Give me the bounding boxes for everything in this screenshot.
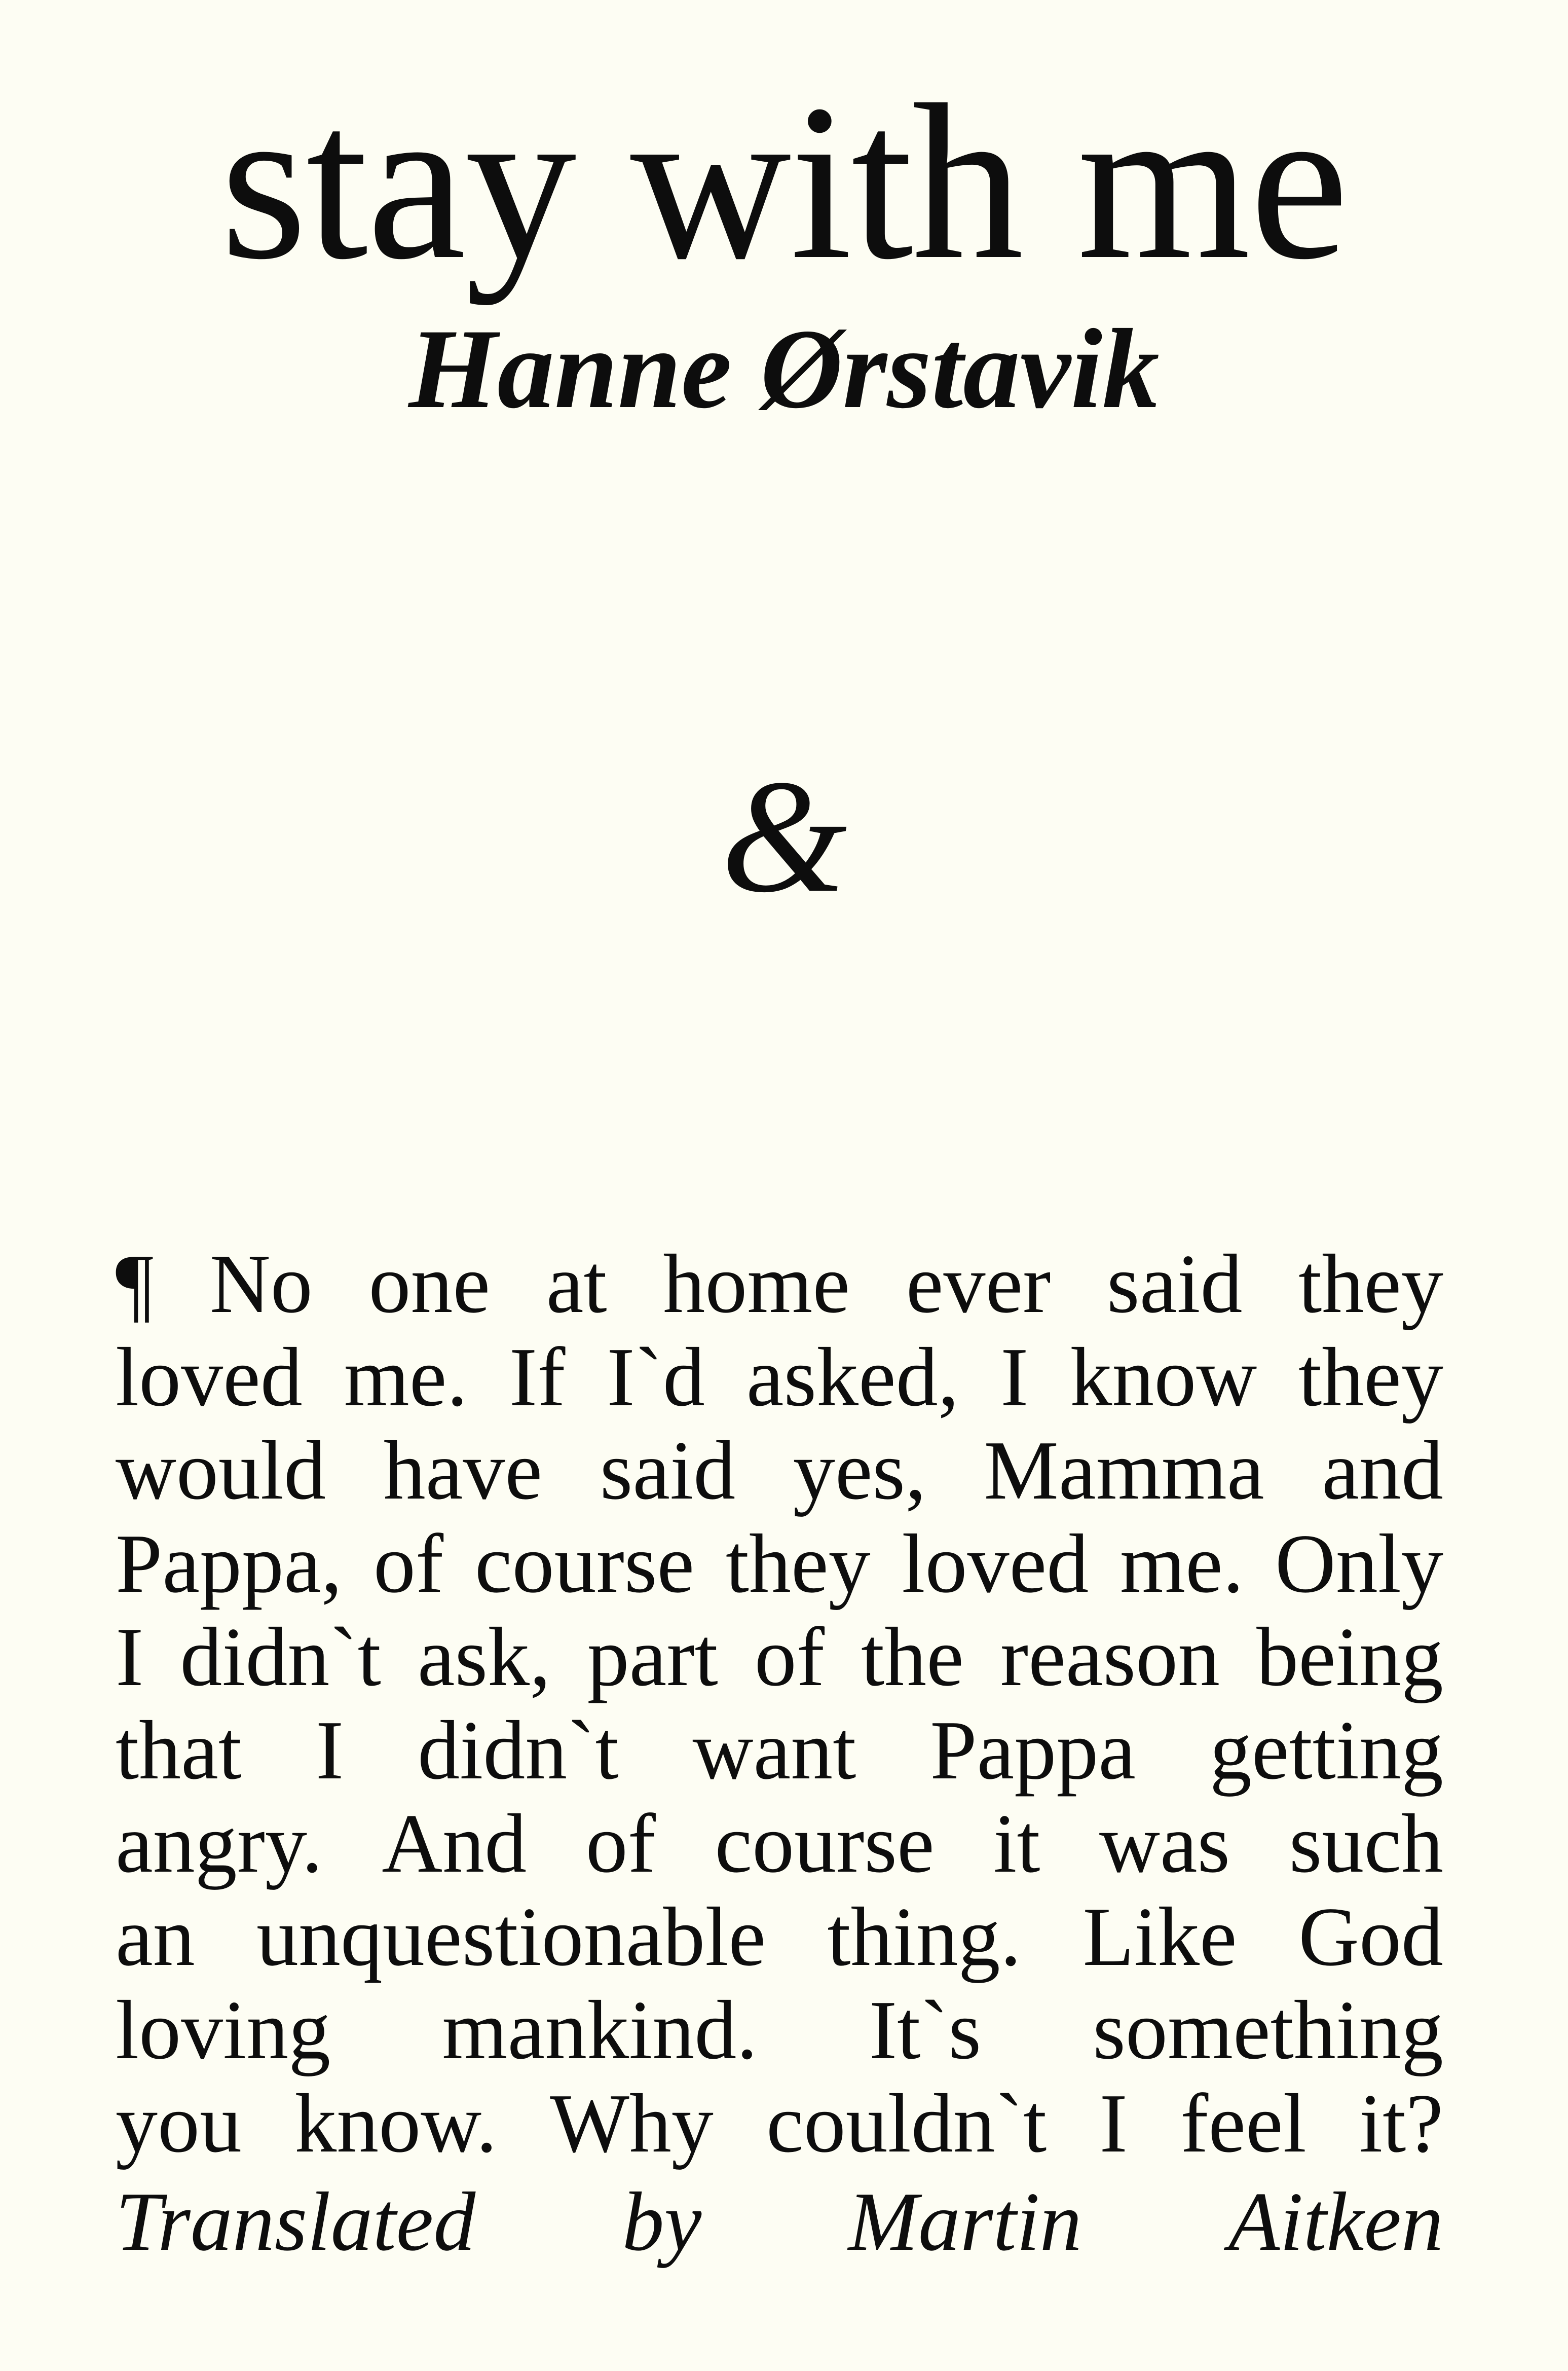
- excerpt-word: they: [1298, 1237, 1443, 1330]
- excerpt-word: I: [1099, 2076, 1128, 2170]
- excerpt-word: getting: [1209, 1703, 1443, 1797]
- excerpt-word: angry.: [116, 1797, 323, 1890]
- ampersand-logo: &: [721, 747, 847, 926]
- excerpt-word: they: [725, 1517, 871, 1610]
- excerpt-word: of: [373, 1517, 444, 1610]
- excerpt-word: course: [715, 1797, 935, 1890]
- excerpt-word: And: [382, 1797, 527, 1890]
- excerpt-word: me.: [1119, 1517, 1244, 1610]
- excerpt-word: the: [861, 1610, 964, 1703]
- excerpt-word: at: [546, 1237, 607, 1330]
- excerpt-word: that: [116, 1703, 242, 1797]
- excerpt-word: loved: [116, 1330, 303, 1424]
- excerpt-line: [116, 1703, 1443, 1797]
- excerpt-word: Why: [550, 2076, 714, 2170]
- excerpt-word: want: [692, 1703, 856, 1797]
- excerpt-word: said: [1107, 1237, 1243, 1330]
- excerpt-word: ¶: [116, 1237, 154, 1330]
- excerpt-word: ask,: [417, 1610, 551, 1703]
- excerpt-word: one: [368, 1237, 491, 1330]
- excerpt-word: couldn`t: [766, 2076, 1047, 2170]
- excerpt-word: Pappa,: [116, 1517, 343, 1610]
- translator-credit: [116, 2175, 1443, 2268]
- excerpt-word: No: [209, 1237, 313, 1330]
- excerpt-word: I: [116, 1610, 144, 1703]
- excerpt-word: something: [1093, 1983, 1443, 2076]
- author-name: Hanne Ørstavik: [408, 305, 1160, 432]
- excerpt-word: home: [663, 1237, 850, 1330]
- excerpt-word: yes,: [793, 1424, 926, 1517]
- excerpt-word: and: [1322, 1424, 1443, 1517]
- excerpt-word: Mamma: [984, 1424, 1264, 1517]
- excerpt-line: [116, 1797, 1443, 1890]
- excerpt-word: of: [585, 1797, 656, 1890]
- excerpt-word: didn`t: [180, 1610, 381, 1703]
- excerpt-word: you: [116, 2076, 242, 2170]
- excerpt-word: Only: [1275, 1517, 1443, 1610]
- excerpt-word: said: [600, 1424, 736, 1517]
- excerpt-word: feel: [1180, 2076, 1306, 2170]
- excerpt-line: [116, 1330, 1443, 1424]
- excerpt-word: unquestionable: [256, 1890, 766, 1983]
- excerpt-word: asked,: [746, 1330, 959, 1424]
- excerpt-word: know: [1070, 1330, 1257, 1424]
- excerpt-text: [116, 1237, 1443, 2170]
- excerpt-line: [116, 1610, 1443, 1703]
- excerpt-word: If: [509, 1330, 566, 1424]
- excerpt-word: loved: [902, 1517, 1089, 1610]
- translator-word: Martin: [848, 2175, 1082, 2268]
- excerpt-word: Pappa: [930, 1703, 1136, 1797]
- excerpt-word: would: [116, 1424, 326, 1517]
- excerpt-word: was: [1099, 1797, 1230, 1890]
- translator-word: Translated: [116, 2175, 476, 2268]
- excerpt-word: such: [1289, 1797, 1443, 1890]
- excerpt-word: me.: [344, 1330, 468, 1424]
- excerpt-word: it?: [1359, 2076, 1443, 2170]
- excerpt-word: loving: [116, 1983, 331, 2076]
- excerpt-word: know.: [294, 2076, 497, 2170]
- excerpt-word: Like: [1082, 1890, 1237, 1983]
- excerpt-word: they: [1298, 1330, 1443, 1424]
- translator-word: by: [622, 2175, 702, 2268]
- excerpt-word: course: [474, 1517, 695, 1610]
- excerpt-word: God: [1298, 1890, 1443, 1983]
- excerpt-word: reason: [1000, 1610, 1220, 1703]
- excerpt-line: [116, 1890, 1443, 1983]
- excerpt-word: have: [383, 1424, 543, 1517]
- excerpt-word: It`s: [869, 1983, 982, 2076]
- excerpt-word: mankind.: [442, 1983, 758, 2076]
- excerpt-word: of: [754, 1610, 825, 1703]
- excerpt-word: an: [116, 1890, 195, 1983]
- excerpt-word: I: [315, 1703, 344, 1797]
- excerpt-word: I`d: [607, 1330, 705, 1424]
- excerpt-word: ever: [906, 1237, 1051, 1330]
- translator-word: Aitken: [1228, 2175, 1443, 2268]
- excerpt-word: didn`t: [418, 1703, 619, 1797]
- book-title: stay with me: [220, 59, 1348, 306]
- excerpt-word: being: [1256, 1610, 1443, 1703]
- excerpt-word: part: [587, 1610, 718, 1703]
- excerpt-word: I: [1000, 1330, 1029, 1424]
- excerpt-line: [116, 1517, 1443, 1610]
- excerpt-line: [116, 1237, 1443, 1330]
- excerpt-line: [116, 1424, 1443, 1517]
- excerpt-word: thing.: [827, 1890, 1022, 1983]
- excerpt-line: [116, 1983, 1443, 2076]
- excerpt-line: [116, 2076, 1443, 2170]
- excerpt-word: it: [993, 1797, 1040, 1890]
